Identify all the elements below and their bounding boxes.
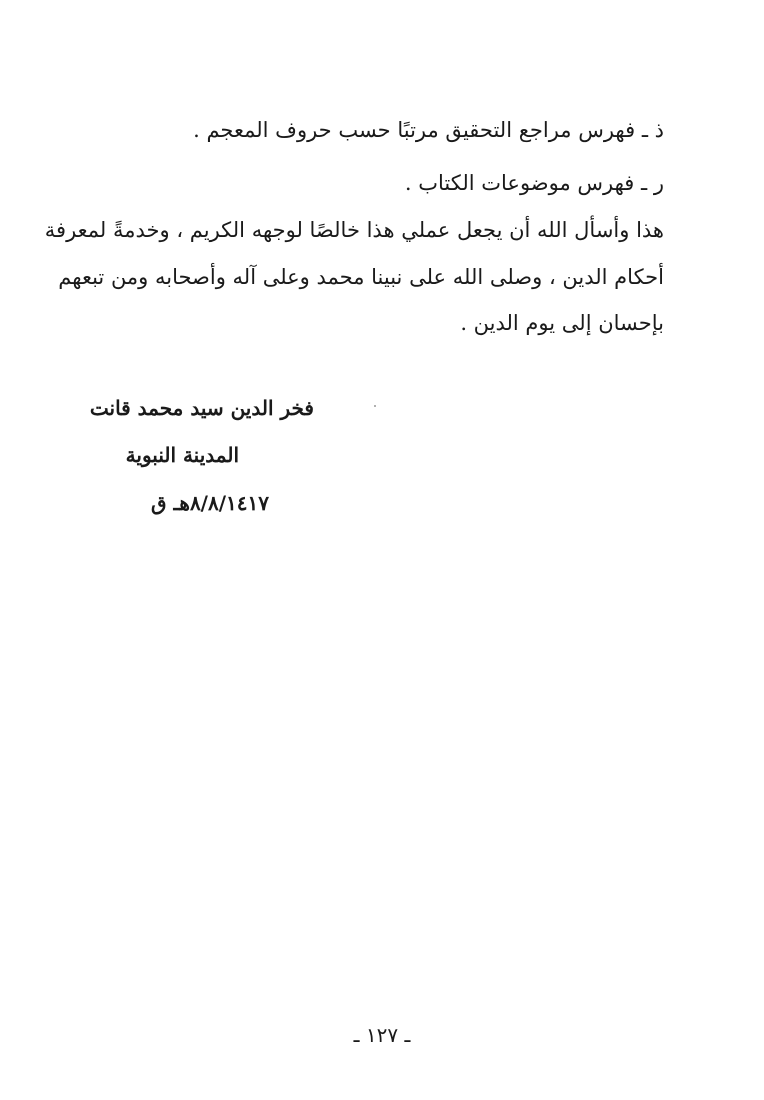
- index-item-ra: ر ـ فهرس موضوعات الكتاب .: [404, 171, 664, 195]
- closing-line-3: بإحسان إلى يوم الدين .: [460, 311, 664, 335]
- closing-line-2: أحكام الدين ، وصلى الله على نبينا محمد وعلى آله وأصحابه ومن تبعهم: [58, 265, 664, 289]
- signature-place: المدينة النبوية: [125, 443, 239, 467]
- signature-date: ٨/٨/١٤١٧هـ ق: [151, 491, 269, 515]
- page-number: ـ ١٢٧ ـ: [353, 1023, 411, 1047]
- closing-line-1: هذا وأسأل الله أن يجعل عملي هذا خالصًا لوجهه الكريم ، وخدمةً لمعرفة: [44, 218, 664, 242]
- index-item-dhal: ذ ـ فهرس مراجع التحقيق مرتبًا حسب حروف المعجم .: [193, 118, 664, 142]
- scan-speck: [374, 405, 376, 407]
- signature-name: فخر الدين سيد محمد قانت: [89, 396, 314, 420]
